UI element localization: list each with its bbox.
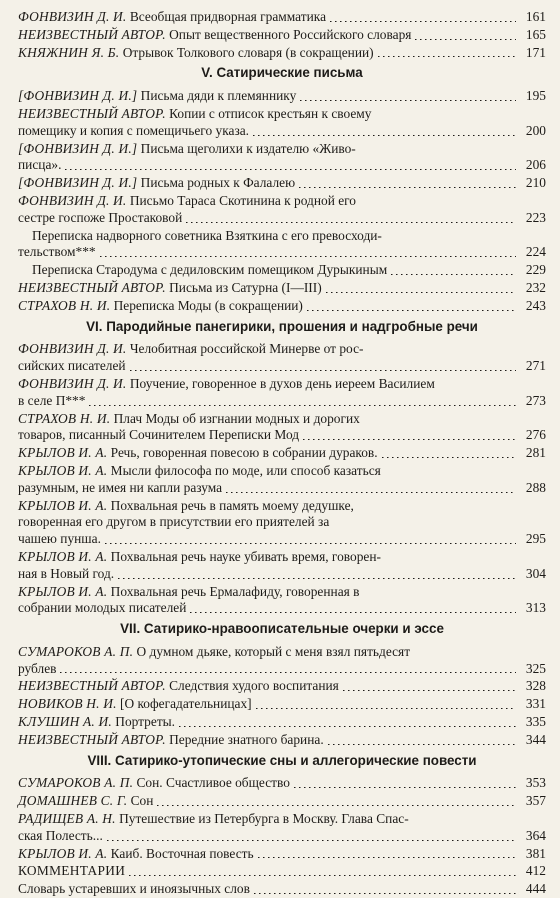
entry-title-line: [О кофегадательницах]: [120, 696, 252, 712]
page-number: 304: [525, 565, 546, 581]
entry-title-line: Похвальная речь науке убивать время, говорен-: [110, 548, 381, 564]
leader-dots: [303, 439, 516, 440]
toc-entry: [18, 298, 546, 315]
leader-dots: [326, 292, 516, 293]
section-heading: VIII. Сатирико-утопические сны и аллегорические повести: [87, 752, 477, 768]
entry-title-line: ная в Новый год.: [18, 565, 115, 581]
page-number: 381: [525, 845, 546, 861]
entry-author: КРЫЛОВ И. А.: [18, 548, 108, 564]
entry-title-line: тельством***: [18, 244, 96, 260]
leader-dots: [129, 875, 516, 876]
entry-line: [18, 411, 546, 428]
leader-dots: [382, 457, 516, 458]
entry-title-line: Письма дяди к племяннику: [140, 88, 297, 104]
entry-title-line: Передние знатного барина.: [169, 731, 324, 747]
entry-title-line: рублев: [18, 660, 57, 676]
entry-line: [18, 341, 546, 358]
toc-entry: [18, 27, 546, 44]
entry-author: ФОНВИЗИН Д. И.: [18, 375, 127, 391]
entry-title: Словарь устаревших и иноязычных слов: [18, 881, 250, 897]
toc-entry: [18, 106, 546, 140]
entry-author: ФОНВИЗИН Д. И.: [18, 192, 127, 208]
entry-line: [18, 828, 546, 845]
entry-line: [18, 531, 546, 548]
leader-dots: [179, 726, 516, 727]
leader-dots: [254, 893, 516, 894]
page-number: 161: [525, 9, 546, 24]
entry-author: СУМАРОКОВ А. П.: [18, 643, 134, 659]
entry-title-line: Следствия худого воспитания: [169, 678, 339, 694]
entry-author: ФОНВИЗИН Д. И.: [18, 9, 127, 24]
entry-author: [ФОНВИЗИН Д. И.]: [18, 175, 138, 191]
page-number: 229: [525, 262, 546, 278]
leader-dots: [190, 612, 516, 613]
entry-title-line: Письмо Тараса Скотинина к родной его: [129, 192, 356, 208]
entry-line: [18, 644, 546, 661]
page-number: 331: [525, 696, 546, 712]
leader-dots: [343, 690, 516, 691]
page-number: 273: [525, 392, 546, 408]
leader-dots: [226, 492, 516, 493]
entry-author: СТРАХОВ Н. И.: [18, 410, 111, 426]
entry-author: СТРАХОВ Н. И.: [18, 297, 111, 313]
entry-line: [18, 262, 546, 279]
toc-entry: [18, 9, 546, 26]
page-number: 335: [525, 714, 546, 730]
toc-entry: [18, 714, 546, 731]
entry-title-line: Письма щеголихи к издателю «Живо-: [140, 140, 356, 156]
toc-entry-commentary: [18, 863, 546, 880]
toc-entry-glossary: [18, 881, 546, 898]
toc-top-block: [18, 9, 546, 61]
entry-title-line: помещику и копия с помещичьего указа.: [18, 122, 250, 138]
toc-entry: [18, 262, 546, 279]
entry-title-line: писца».: [18, 157, 62, 173]
leader-dots: [65, 169, 516, 170]
entry-line: [18, 445, 546, 462]
entry-author: КРЫЛОВ И. А.: [18, 497, 108, 513]
entry-title: Отрывок Толкового словаря (в сокращении): [122, 44, 374, 60]
section-5-entries: [18, 88, 546, 314]
toc-entry: [18, 45, 546, 62]
entry-author: КРЫЛОВ И. А.: [18, 845, 108, 861]
entry-title-line: Речь, говоренная повесою в собрании дураков.: [110, 445, 378, 461]
entry-line: [18, 123, 546, 140]
entry-title-line: Копии с отписок крестьян к своему: [169, 105, 372, 121]
entry-line: [18, 175, 546, 192]
entry-author: ДОМАШНЕВ С. Г.: [18, 793, 128, 809]
entry-title-line: Портреты.: [115, 714, 176, 730]
page-number: 206: [525, 157, 546, 173]
entry-line: [18, 732, 546, 749]
leader-dots: [256, 708, 516, 709]
entry-author: НЕИЗВЕСТНЫЙ АВТОР.: [18, 279, 166, 295]
page-number: 171: [525, 44, 546, 60]
entry-author: РАДИЩЕВ А. Н.: [18, 811, 116, 827]
page-number: 328: [525, 678, 546, 694]
section-8-entries: [18, 775, 546, 862]
entry-line: [18, 846, 546, 863]
page-number: 271: [525, 358, 546, 374]
section-heading: VII. Сатирико-нравоописательные очерки и эссе: [120, 621, 444, 637]
entry-title-line: Переписка Стародума с дедиловским помещиком Дурыкиным: [32, 262, 388, 278]
page-number: 281: [525, 445, 546, 461]
entry-line: [18, 566, 546, 583]
entry-line: [18, 600, 546, 617]
toc-entry: [18, 775, 546, 792]
entry-line: [18, 714, 546, 731]
entry-title: КОММЕНТАРИИ: [18, 863, 126, 879]
page-number: 210: [525, 175, 546, 191]
entry-title-line: Похвальная речь в память моему дедушке,: [110, 497, 354, 513]
entry-title-line: Поучение, говоренное в духов день иереем Василием: [129, 375, 435, 391]
toc-entry: [18, 846, 546, 863]
leader-dots: [157, 805, 516, 806]
leader-dots: [118, 578, 516, 579]
toc-entry: [18, 696, 546, 713]
toc-entry: [18, 644, 546, 678]
page-number: 288: [525, 479, 546, 495]
leader-dots: [60, 672, 516, 673]
entry-line: [18, 280, 546, 297]
entry-title-line: Путешествие из Петербурга в Москву. Глава Спас-: [119, 811, 409, 827]
leader-dots: [130, 370, 516, 371]
entry-title-line: Сон: [130, 793, 154, 809]
entry-title-line: О думном дьяке, который с меня взял пятьдесят: [136, 643, 411, 659]
toc-bottom-block: [18, 863, 546, 898]
entry-line: [18, 244, 546, 261]
entry-line: [18, 393, 546, 410]
leader-dots: [300, 100, 516, 101]
entry-author: [ФОНВИЗИН Д. И.]: [18, 140, 138, 156]
toc-entry: [18, 463, 546, 497]
entry-title-line: сийских писателей: [18, 358, 126, 374]
page-number: 353: [525, 775, 546, 791]
leader-dots: [89, 405, 516, 406]
page-number: 412: [525, 863, 546, 879]
entry-title-line: разумным, не имея ни капли разума: [18, 479, 223, 495]
leader-dots: [415, 39, 516, 40]
entry-author: КЛУШИН А. И.: [18, 714, 112, 730]
entry-line: [18, 584, 546, 601]
entry-title-line: Каиб. Восточная повесть: [110, 845, 254, 861]
entry-line: [18, 298, 546, 315]
page-number: 224: [525, 244, 546, 260]
entry-author: СУМАРОКОВ А. П.: [18, 775, 134, 791]
entry-title-line: Сон. Счастливое общество: [136, 775, 290, 791]
page-number: 344: [525, 731, 546, 747]
toc-entry: [18, 732, 546, 749]
section-6-entries: [18, 341, 546, 617]
entry-line: [18, 228, 546, 245]
entry-line: [18, 106, 546, 123]
section-7-entries: [18, 644, 546, 749]
toc-entry: [18, 341, 546, 375]
entry-title-line: Письма родных к Фалалею: [140, 175, 296, 191]
entry-title-line: Челобитная российской Минерве от рос-: [129, 341, 364, 357]
entry-author: ФОНВИЗИН Д. И.: [18, 341, 127, 357]
entry-title-line: Похвальная речь Ермалафиду, говоренная в: [110, 583, 360, 599]
toc-entry: [18, 678, 546, 695]
page-number: 165: [525, 26, 546, 42]
toc-entry: [18, 549, 546, 583]
entry-title-line: сестре госпоже Простаковой: [18, 209, 183, 225]
entry-line: [18, 775, 546, 792]
toc-entry: [18, 88, 546, 105]
entry-author: НЕИЗВЕСТНЫЙ АВТОР.: [18, 26, 166, 42]
section-heading: VI. Пародийные панегирики, прошения и надгробные речи: [86, 318, 478, 334]
entry-line: [18, 793, 546, 810]
entry-line: [18, 358, 546, 375]
entry-author: КРЫЛОВ И. А.: [18, 445, 108, 461]
toc-entry: [18, 793, 546, 810]
toc-entry: [18, 141, 546, 175]
entry-line: [18, 376, 546, 393]
page-number: 223: [525, 209, 546, 225]
entry-title-line: товаров, писанный Сочинителем Переписки Мод: [18, 427, 300, 443]
toc-entry: [18, 498, 546, 548]
entry-line: [18, 696, 546, 713]
toc-entry: [18, 445, 546, 462]
entry-title-line: в селе П***: [18, 392, 86, 408]
page-number: 276: [525, 427, 546, 443]
entry-title-line: Письма из Сатурна (I—III): [169, 279, 322, 295]
entry-title-line: Плач Моды об изгнании модных и дорогих: [113, 410, 360, 426]
page-number: 295: [525, 531, 546, 547]
entry-line: [18, 549, 546, 566]
toc-entry: [18, 411, 546, 445]
entry-line: [18, 811, 546, 828]
toc-entry: [18, 811, 546, 845]
entry-title-line: Переписка Моды (в сокращении): [113, 297, 303, 313]
toc-entry: [18, 228, 546, 262]
page-number: 195: [525, 88, 546, 104]
entry-line: [18, 480, 546, 497]
entry-author: КНЯЖНИН Я. Б.: [18, 44, 120, 60]
entry-title: Опыт вещественного Российского словаря: [169, 26, 412, 42]
entry-line: [18, 88, 546, 105]
entry-author: КРЫЛОВ И. А.: [18, 462, 108, 478]
page-number: 444: [525, 881, 546, 897]
leader-dots: [299, 187, 516, 188]
leader-dots: [328, 744, 516, 745]
entry-title: Всеобщая придворная грамматика: [129, 9, 327, 24]
entry-line: [18, 498, 546, 515]
leader-dots: [330, 21, 516, 22]
entry-line: [18, 427, 546, 444]
page-number: 357: [525, 793, 546, 809]
leader-dots: [186, 222, 516, 223]
leader-dots: [253, 135, 516, 136]
entry-author: [ФОНВИЗИН Д. И.]: [18, 88, 138, 104]
entry-line: [18, 157, 546, 174]
entry-line: [18, 678, 546, 695]
leader-dots: [105, 543, 516, 544]
entry-line: [18, 514, 546, 531]
entry-line: [18, 661, 546, 678]
page-number: 325: [525, 660, 546, 676]
page-number: 200: [525, 122, 546, 138]
entry-title-line: Мысли философа по моде, или способ казаться: [110, 462, 381, 478]
leader-dots: [294, 787, 516, 788]
entry-author: НОВИКОВ Н. И.: [18, 696, 117, 712]
leader-dots: [378, 56, 516, 57]
section-heading: V. Сатирические письма: [201, 65, 363, 81]
toc-entry: [18, 280, 546, 297]
leader-dots: [391, 274, 516, 275]
entry-title-line: ская Полесть...: [18, 827, 103, 843]
entry-author: НЕИЗВЕСТНЫЙ АВТОР.: [18, 105, 166, 121]
entry-title-line: чашею пунша.: [18, 531, 101, 547]
page-number: 243: [525, 297, 546, 313]
entry-line: [18, 193, 546, 210]
entry-line: [18, 141, 546, 158]
entry-line: [18, 210, 546, 227]
toc-entry: [18, 193, 546, 227]
page-number: 232: [525, 279, 546, 295]
leader-dots: [100, 256, 516, 257]
leader-dots: [107, 840, 516, 841]
page-number: 313: [525, 600, 546, 616]
page-number: 364: [525, 827, 546, 843]
entry-title-line: Переписка надворного советника Взяткина с его превосходи-: [32, 227, 382, 243]
leader-dots: [307, 310, 516, 311]
entry-title-line: собрании молодых писателей: [18, 600, 187, 616]
entry-title-line: говоренная его другом в присутствии его приятелей за: [18, 514, 330, 530]
entry-author: НЕИЗВЕСТНЫЙ АВТОР.: [18, 731, 166, 747]
entry-line: [18, 463, 546, 480]
toc-entry: [18, 584, 546, 618]
entry-author: КРЫЛОВ И. А.: [18, 583, 108, 599]
entry-author: НЕИЗВЕСТНЫЙ АВТОР.: [18, 678, 166, 694]
toc-entry: [18, 175, 546, 192]
toc-entry: [18, 376, 546, 410]
